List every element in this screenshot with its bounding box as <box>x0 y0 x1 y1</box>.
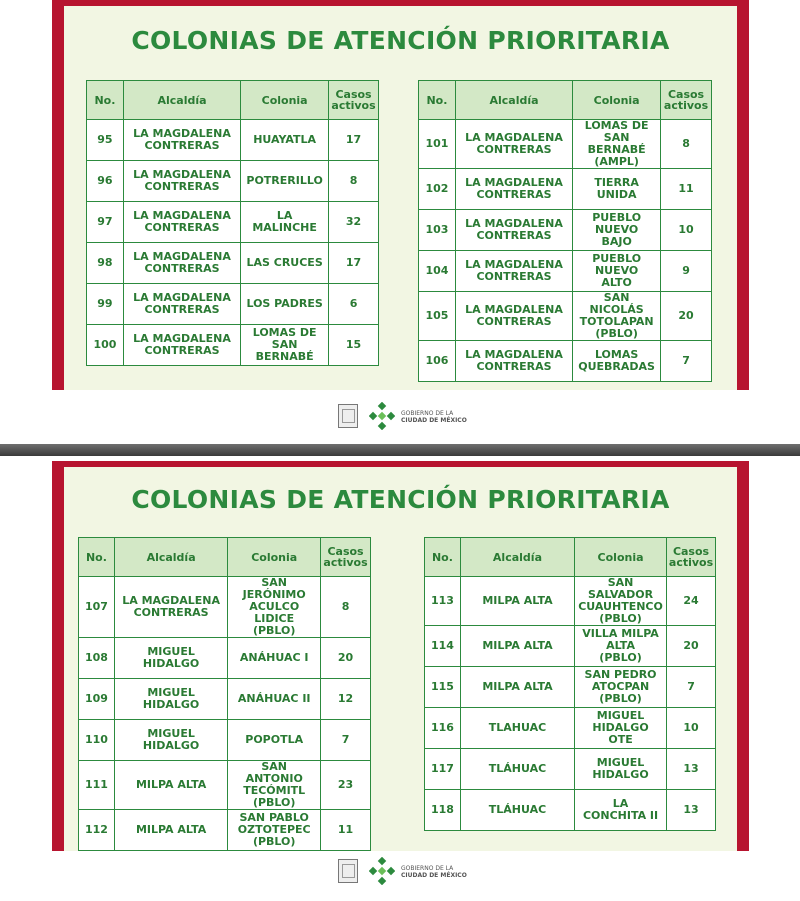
row-number: 110 <box>79 720 115 761</box>
mexico-shield-icon <box>338 859 358 883</box>
column-header-casos-activos: Casos activos <box>661 81 712 120</box>
alcaldia-cell: TLÁHUAC <box>460 749 574 790</box>
row-number: 111 <box>79 761 115 810</box>
alcaldia-cell: LA MAGDALENA CONTRERAS <box>455 120 572 169</box>
row-number: 102 <box>419 169 456 210</box>
government-logo-text: GOBIERNO DE LA CIUDAD DE MÉXICO <box>401 865 467 879</box>
priority-table-right <box>424 537 716 831</box>
row-number: 108 <box>79 638 115 679</box>
casos-activos-cell: 7 <box>661 341 712 382</box>
column-header-no: No. <box>87 81 124 120</box>
slide-1 <box>0 0 800 444</box>
alcaldia-cell: MILPA ALTA <box>114 810 227 851</box>
priority-table-left <box>78 537 371 851</box>
column-header-casos-activos: Casos activos <box>667 538 716 577</box>
table-row <box>79 577 371 638</box>
table-row <box>419 251 712 292</box>
cdmx-logo-icon <box>369 402 395 430</box>
table-row <box>419 120 712 169</box>
alcaldia-cell: LA MAGDALENA CONTRERAS <box>114 577 227 638</box>
colonia-cell: SAN PEDRO ATOCPAN (PBLO) <box>575 667 667 708</box>
table-row <box>79 720 371 761</box>
alcaldia-cell: MIGUEL HIDALGO <box>114 679 227 720</box>
table-row <box>87 202 379 243</box>
cdmx-logo-icon <box>369 857 395 885</box>
table-header-row <box>425 538 716 577</box>
casos-activos-cell: 20 <box>667 626 716 667</box>
casos-activos-cell: 32 <box>329 202 379 243</box>
casos-activos-cell: 17 <box>329 120 379 161</box>
casos-activos-cell: 15 <box>329 325 379 366</box>
colonia-cell: TIERRA UNIDA <box>573 169 661 210</box>
alcaldia-cell: MILPA ALTA <box>460 577 574 626</box>
alcaldia-cell: LA MAGDALENA CONTRERAS <box>123 161 240 202</box>
government-logo-text: GOBIERNO DE LA CIUDAD DE MÉXICO <box>401 410 467 424</box>
row-number: 95 <box>87 120 124 161</box>
row-number: 115 <box>425 667 461 708</box>
column-header-no: No. <box>79 538 115 577</box>
colonia-cell: VILLA MILPA ALTA (PBLO) <box>575 626 667 667</box>
table-header-row <box>87 81 379 120</box>
colonia-cell: SAN JERÓNIMO ACULCO LIDICE (PBLO) <box>228 577 321 638</box>
casos-activos-cell: 12 <box>321 679 371 720</box>
mexico-shield-icon <box>338 404 358 428</box>
table-row <box>87 243 379 284</box>
row-number: 100 <box>87 325 124 366</box>
row-number: 104 <box>419 251 456 292</box>
alcaldia-cell: LA MAGDALENA CONTRERAS <box>123 202 240 243</box>
table-row <box>419 169 712 210</box>
table-row <box>425 708 716 749</box>
row-number: 98 <box>87 243 124 284</box>
colonia-cell: LOMAS DE SAN BERNABÉ (AMPL) <box>573 120 661 169</box>
casos-activos-cell: 11 <box>661 169 712 210</box>
column-header-alcaldia: Alcaldía <box>114 538 227 577</box>
alcaldia-cell: MIGUEL HIDALGO <box>114 638 227 679</box>
casos-activos-cell: 13 <box>667 749 716 790</box>
alcaldia-cell: MIGUEL HIDALGO <box>114 720 227 761</box>
row-number: 101 <box>419 120 456 169</box>
column-header-colonia: Colonia <box>575 538 667 577</box>
alcaldia-cell: TLAHUAC <box>460 708 574 749</box>
colonia-cell: LA CONCHITA II <box>575 790 667 831</box>
casos-activos-cell: 20 <box>321 638 371 679</box>
colonia-cell: LA MALINCHE <box>241 202 329 243</box>
colonia-cell: SAN NICOLÁS TOTOLAPAN (PBLO) <box>573 292 661 341</box>
alcaldia-cell: LA MAGDALENA CONTRERAS <box>455 341 572 382</box>
colonia-cell: HUAYATLA <box>241 120 329 161</box>
casos-activos-cell: 17 <box>329 243 379 284</box>
casos-activos-cell: 24 <box>667 577 716 626</box>
alcaldia-cell: TLÁHUAC <box>460 790 574 831</box>
page-title: COLONIAS DE ATENCIÓN PRIORITARIA <box>131 485 670 514</box>
column-header-no: No. <box>425 538 461 577</box>
row-number: 109 <box>79 679 115 720</box>
row-number: 99 <box>87 284 124 325</box>
casos-activos-cell: 8 <box>329 161 379 202</box>
row-number: 106 <box>419 341 456 382</box>
alcaldia-cell: LA MAGDALENA CONTRERAS <box>455 251 572 292</box>
casos-activos-cell: 9 <box>661 251 712 292</box>
alcaldia-cell: MILPA ALTA <box>460 667 574 708</box>
casos-activos-cell: 20 <box>661 292 712 341</box>
table-row <box>425 667 716 708</box>
row-number: 112 <box>79 810 115 851</box>
alcaldia-cell: LA MAGDALENA CONTRERAS <box>455 292 572 341</box>
slide-separator <box>0 444 800 456</box>
casos-activos-cell: 8 <box>321 577 371 638</box>
colonia-cell: PUEBLO NUEVO BAJO <box>573 210 661 251</box>
column-header-casos-activos: Casos activos <box>329 81 379 120</box>
table-row <box>87 325 379 366</box>
column-header-alcaldia: Alcaldía <box>455 81 572 120</box>
table-row <box>419 210 712 251</box>
column-header-alcaldia: Alcaldía <box>460 538 574 577</box>
column-header-colonia: Colonia <box>573 81 661 120</box>
table-row <box>87 161 379 202</box>
table-row <box>87 284 379 325</box>
priority-table-left <box>86 80 379 366</box>
colonia-cell: LOS PADRES <box>241 284 329 325</box>
colonia-cell: LOMAS DE SAN BERNABÉ <box>241 325 329 366</box>
row-number: 117 <box>425 749 461 790</box>
colonia-cell: POPOTLA <box>228 720 321 761</box>
casos-activos-cell: 23 <box>321 761 371 810</box>
table-row <box>419 292 712 341</box>
colonia-cell: MIGUEL HIDALGO OTE <box>575 708 667 749</box>
footer-logos <box>0 402 800 432</box>
colonia-cell: SAN SALVADOR CUAUHTENCO (PBLO) <box>575 577 667 626</box>
colonia-cell: ANÁHUAC II <box>228 679 321 720</box>
column-header-casos-activos: Casos activos <box>321 538 371 577</box>
footer-logos <box>0 857 800 887</box>
colonia-cell: ANÁHUAC I <box>228 638 321 679</box>
table-row <box>87 120 379 161</box>
colonia-cell: SAN PABLO OZTOTEPEC (PBLO) <box>228 810 321 851</box>
row-number: 118 <box>425 790 461 831</box>
alcaldia-cell: LA MAGDALENA CONTRERAS <box>455 169 572 210</box>
alcaldia-cell: MILPA ALTA <box>460 626 574 667</box>
table-row <box>425 577 716 626</box>
alcaldia-cell: LA MAGDALENA CONTRERAS <box>455 210 572 251</box>
alcaldia-cell: MILPA ALTA <box>114 761 227 810</box>
casos-activos-cell: 13 <box>667 790 716 831</box>
alcaldia-cell: LA MAGDALENA CONTRERAS <box>123 243 240 284</box>
table-row <box>79 761 371 810</box>
table-header-row <box>419 81 712 120</box>
row-number: 113 <box>425 577 461 626</box>
row-number: 114 <box>425 626 461 667</box>
table-row <box>79 810 371 851</box>
casos-activos-cell: 6 <box>329 284 379 325</box>
column-header-colonia: Colonia <box>228 538 321 577</box>
colonia-cell: PUEBLO NUEVO ALTO <box>573 251 661 292</box>
casos-activos-cell: 10 <box>667 708 716 749</box>
priority-table-right <box>418 80 712 382</box>
row-number: 107 <box>79 577 115 638</box>
alcaldia-cell: LA MAGDALENA CONTRERAS <box>123 120 240 161</box>
table-row <box>79 679 371 720</box>
slide-2 <box>0 456 800 901</box>
column-header-colonia: Colonia <box>241 81 329 120</box>
row-number: 116 <box>425 708 461 749</box>
column-header-alcaldia: Alcaldía <box>123 81 240 120</box>
table-row <box>425 749 716 790</box>
colonia-cell: LAS CRUCES <box>241 243 329 284</box>
table-row <box>425 626 716 667</box>
page-title: COLONIAS DE ATENCIÓN PRIORITARIA <box>131 26 670 55</box>
casos-activos-cell: 7 <box>321 720 371 761</box>
table-row <box>425 790 716 831</box>
row-number: 105 <box>419 292 456 341</box>
row-number: 96 <box>87 161 124 202</box>
table-header-row <box>79 538 371 577</box>
table-row <box>79 638 371 679</box>
table-row <box>419 341 712 382</box>
casos-activos-cell: 7 <box>667 667 716 708</box>
colonia-cell: POTRERILLO <box>241 161 329 202</box>
colonia-cell: SAN ANTONIO TECÓMITL (PBLO) <box>228 761 321 810</box>
column-header-no: No. <box>419 81 456 120</box>
casos-activos-cell: 10 <box>661 210 712 251</box>
alcaldia-cell: LA MAGDALENA CONTRERAS <box>123 325 240 366</box>
colonia-cell: MIGUEL HIDALGO <box>575 749 667 790</box>
row-number: 103 <box>419 210 456 251</box>
row-number: 97 <box>87 202 124 243</box>
casos-activos-cell: 8 <box>661 120 712 169</box>
casos-activos-cell: 11 <box>321 810 371 851</box>
colonia-cell: LOMAS QUEBRADAS <box>573 341 661 382</box>
alcaldia-cell: LA MAGDALENA CONTRERAS <box>123 284 240 325</box>
